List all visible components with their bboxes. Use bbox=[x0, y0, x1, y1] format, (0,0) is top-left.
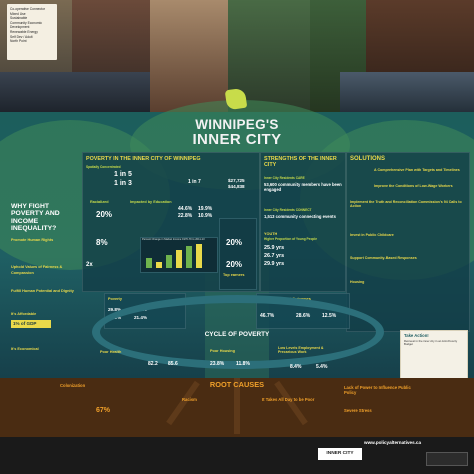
housing-stat-1: 23.8% bbox=[210, 361, 225, 367]
youth-heading: Higher Proportion of Young People bbox=[264, 237, 318, 241]
edu-low-2: 28.6% bbox=[296, 313, 311, 319]
edu-low-1: 46.7% bbox=[260, 313, 275, 319]
emp-stat-1: 8.4% bbox=[290, 364, 302, 370]
chart-bar bbox=[196, 244, 202, 268]
colonization-label: Colonization bbox=[60, 383, 86, 388]
solution-item: Implement the Truth and Reconciliation Commission's 94 Calls to Action bbox=[350, 200, 462, 209]
sign-line: Renewable Energy bbox=[10, 29, 38, 34]
strengths-heading: STRENGTHS OF THE INNER CITY bbox=[264, 156, 337, 168]
poster-title-line1: WINNIPEG'S bbox=[195, 117, 279, 132]
chart-bar bbox=[186, 246, 192, 268]
sign-line: Sustainable bbox=[10, 16, 28, 21]
edu-low-3: 12.5% bbox=[322, 313, 337, 319]
why-fight-heading: WHY FIGHT POVERTY AND INCOME INEQUALITY? bbox=[11, 203, 60, 233]
why-item: Promote Human Rights bbox=[11, 238, 54, 242]
sign-line: Co-operative Connector bbox=[10, 7, 46, 11]
cycle-heading: CYCLE OF POVERTY bbox=[204, 331, 270, 338]
chart-bar bbox=[146, 258, 152, 268]
why-item: It's Economical bbox=[11, 347, 39, 351]
solution-item: Invest in Public Childcare bbox=[350, 233, 394, 237]
stat-1-in-5: 1 in 5 bbox=[114, 171, 132, 178]
stat-1-in-7: 1 in 7 bbox=[188, 179, 201, 185]
chart-title: Percent Change in Market Income 1976-79 to 2011-13 bbox=[142, 238, 205, 241]
poor-housing-label: Poor Housing bbox=[210, 349, 235, 353]
why-item: Fulfill Human Potential and Dignity bbox=[11, 289, 74, 293]
solutions-heading: SOLUTIONS bbox=[350, 156, 386, 162]
street-sign bbox=[7, 4, 57, 60]
why-item: It's Affordable bbox=[11, 312, 37, 316]
partner-logo bbox=[426, 452, 468, 466]
sign-line: Mixed Use bbox=[10, 11, 26, 16]
tax-action-heading: Take Action! bbox=[404, 333, 429, 338]
stat-1-in-3: 1 in 3 bbox=[114, 180, 132, 187]
pov-stat-1: 29.8% bbox=[108, 307, 122, 312]
lack-of-power-label: Lack of Power to Influence Public Policy bbox=[344, 385, 411, 395]
chart-bar bbox=[166, 255, 172, 268]
solution-item: Housing bbox=[350, 280, 365, 284]
emp-stat-2: 5.4% bbox=[316, 364, 328, 370]
youth-stat-1: 25.9 yrs bbox=[264, 245, 285, 251]
income-27725: $27,725 bbox=[228, 178, 245, 183]
sign-line: Development bbox=[10, 25, 30, 30]
top-earners-label: Top earners bbox=[223, 273, 245, 277]
youth-stat-2: 26.7 yrs bbox=[264, 253, 285, 259]
racialized-pct: 20% bbox=[96, 210, 113, 219]
edu-stat-3: 22.8% bbox=[178, 213, 193, 219]
health-stat-1: 82.2 bbox=[148, 361, 158, 367]
inner-city-logo bbox=[318, 448, 362, 460]
poor-education-heading: Poor Educational Outcomes bbox=[260, 297, 311, 301]
edu-stat-4: 10.9% bbox=[198, 213, 213, 219]
footer-website[interactable]: www.policyalternatives.ca bbox=[364, 440, 422, 445]
top-earners-box bbox=[219, 218, 257, 290]
cares-stat: 53,600 community members have been engaged bbox=[264, 182, 342, 192]
employment-label: Low Levels Employment & Precarious Work bbox=[278, 346, 324, 355]
sign-line: North Point bbox=[10, 39, 27, 44]
why-item: Uphold Values of Fairness & Compassion bbox=[11, 265, 63, 275]
pov-stat-4: 21.4% bbox=[134, 315, 148, 320]
inner-city-logo-text: INNER CITY bbox=[326, 451, 354, 456]
sign-line: Community Economic bbox=[10, 20, 43, 25]
youth-stat-3: 29.9 yrs bbox=[264, 261, 285, 267]
housing-stat-2: 11.8% bbox=[236, 361, 250, 367]
photo-event bbox=[340, 72, 474, 112]
root-causes-heading: ROOT CAUSES bbox=[209, 380, 265, 389]
solutions-panel bbox=[346, 152, 470, 332]
education-label: Impacted by Education bbox=[130, 200, 172, 204]
strengths-panel bbox=[260, 152, 346, 292]
solution-item: Support Community-Based Responses bbox=[350, 256, 417, 260]
income-44838: $44,838 bbox=[228, 184, 245, 189]
poster-title-line2: INNER CITY bbox=[192, 131, 282, 148]
pov-stat-2: 11.7% bbox=[134, 307, 147, 312]
poverty-label: Poverty bbox=[108, 297, 122, 301]
care-stat-1: 20% bbox=[226, 238, 243, 247]
costs-label: It Takes All Day to be Poor bbox=[262, 397, 315, 402]
racialized-pct-2: 8% bbox=[96, 238, 108, 247]
photo-mother-child bbox=[150, 0, 228, 112]
solution-item: Improve the Conditions of Low-Wage Workers bbox=[374, 184, 453, 188]
health-stat-2: 85.6 bbox=[168, 361, 178, 367]
income-2x: 2x bbox=[86, 262, 93, 268]
care-stat-2: 20% bbox=[226, 260, 243, 269]
solution-item: A Comprehensive Plan with Targets and Timelines bbox=[374, 168, 460, 172]
severe-stress-label: Severe Stress bbox=[344, 408, 372, 413]
racialized-label: Racialized bbox=[90, 200, 109, 204]
cares-label: Inner City Residents CARE bbox=[264, 176, 305, 180]
pov-stat-3: 60.2% bbox=[108, 315, 122, 320]
sign-line: Self Dev / Adult bbox=[10, 34, 33, 39]
poverty-heading: POVERTY IN THE INNER CITY OF WINNIPEG bbox=[86, 156, 201, 162]
edu-stat-2: 19.9% bbox=[198, 206, 213, 212]
chart-bar bbox=[176, 250, 182, 268]
chart-bar bbox=[156, 262, 162, 268]
tax-action-sub: Reinvest in the inner city in an Anti-Poverty Budget bbox=[404, 339, 458, 347]
gdp-value: 1% of GDP bbox=[13, 321, 37, 326]
racism-label: Racism bbox=[182, 397, 197, 402]
connect-stat: 1,513 community connecting events bbox=[264, 214, 336, 219]
youth-label: YOUTH bbox=[264, 232, 278, 236]
poor-health-label: Poor Health bbox=[100, 350, 122, 354]
photo-crowd bbox=[0, 72, 150, 112]
edu-stat-1: 44.6% bbox=[178, 206, 193, 212]
colonization-pct: 67% bbox=[96, 407, 111, 414]
poverty-sub: Spatially Concentrated bbox=[86, 165, 121, 169]
connect-label: Inner City Residents CONNECT bbox=[264, 208, 312, 212]
